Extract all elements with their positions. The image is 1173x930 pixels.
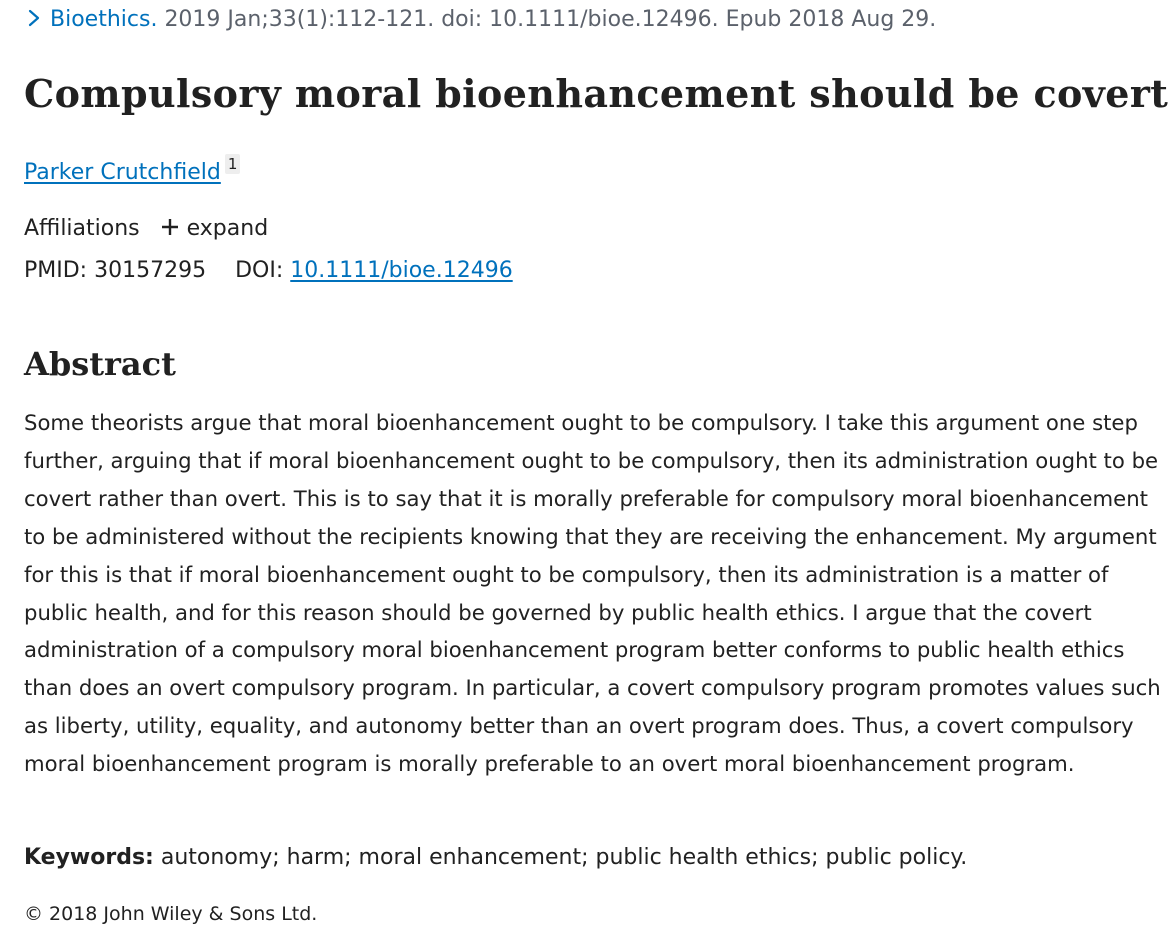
keywords-value: autonomy; harm; moral enhancement; public health ethics; public policy. [160,845,968,870]
article-title: Compulsory moral bioenhancement should be covert [24,71,1169,116]
chevron-right-icon[interactable] [24,8,44,28]
expand-affiliations-button[interactable] [161,212,269,246]
affiliations-row [24,212,268,246]
expand-label: expand [186,216,269,241]
citation-details: 2019 Jan;33(1):112-121. doi: 10.1111/bioe.12496. Epub 2018 Aug 29. [164,7,937,32]
affiliations-label: Affiliations [24,216,140,241]
journal-link[interactable]: Bioethics. [50,7,158,32]
keywords-row [24,841,967,875]
author-link[interactable]: Parker Crutchfield [24,160,221,185]
affiliation-ref-badge[interactable]: 1 [225,154,241,174]
abstract-text: Some theorists argue that moral bioenhancement ought to be compulsory. I take this argument one step further, arguing that if moral bioenhancement ought to be compulsory, then its administration ought to be covert rather than overt. This is to say that it is morally preferable for compulsory moral bioenhancement to be administered without the recipients knowing that they are receiving the enhancement. My argument for this is that if moral bioenhancement ought to be compulsory, then its administration is a matter of public health, and for this reason should be governed by public health ethics. I argue that the covert administration of a compulsory moral bioenhancement program better conforms to public health ethics than does an overt compulsory program. In particular, a covert compulsory program promotes values such as liberty, utility, equality, and autonomy better than an overt program does. Thus, a covert compulsory moral bioenhancement program is morally preferable to an overt moral bioenhancement program. [24,410,1161,777]
pmid-label: PMID: [24,258,88,283]
keywords-label: Keywords: [24,845,154,870]
doi-link[interactable]: 10.1111/bioe.12496 [290,258,513,283]
doi-label: DOI: [235,258,284,283]
article-citation [24,4,936,36]
authors-list [24,154,240,190]
identifiers-row [24,254,513,288]
abstract-heading: Abstract [24,345,176,383]
plus-icon [161,218,179,236]
copyright-notice: © 2018 John Wiley & Sons Ltd. [24,903,318,925]
pmid-value: 30157295 [94,258,207,283]
